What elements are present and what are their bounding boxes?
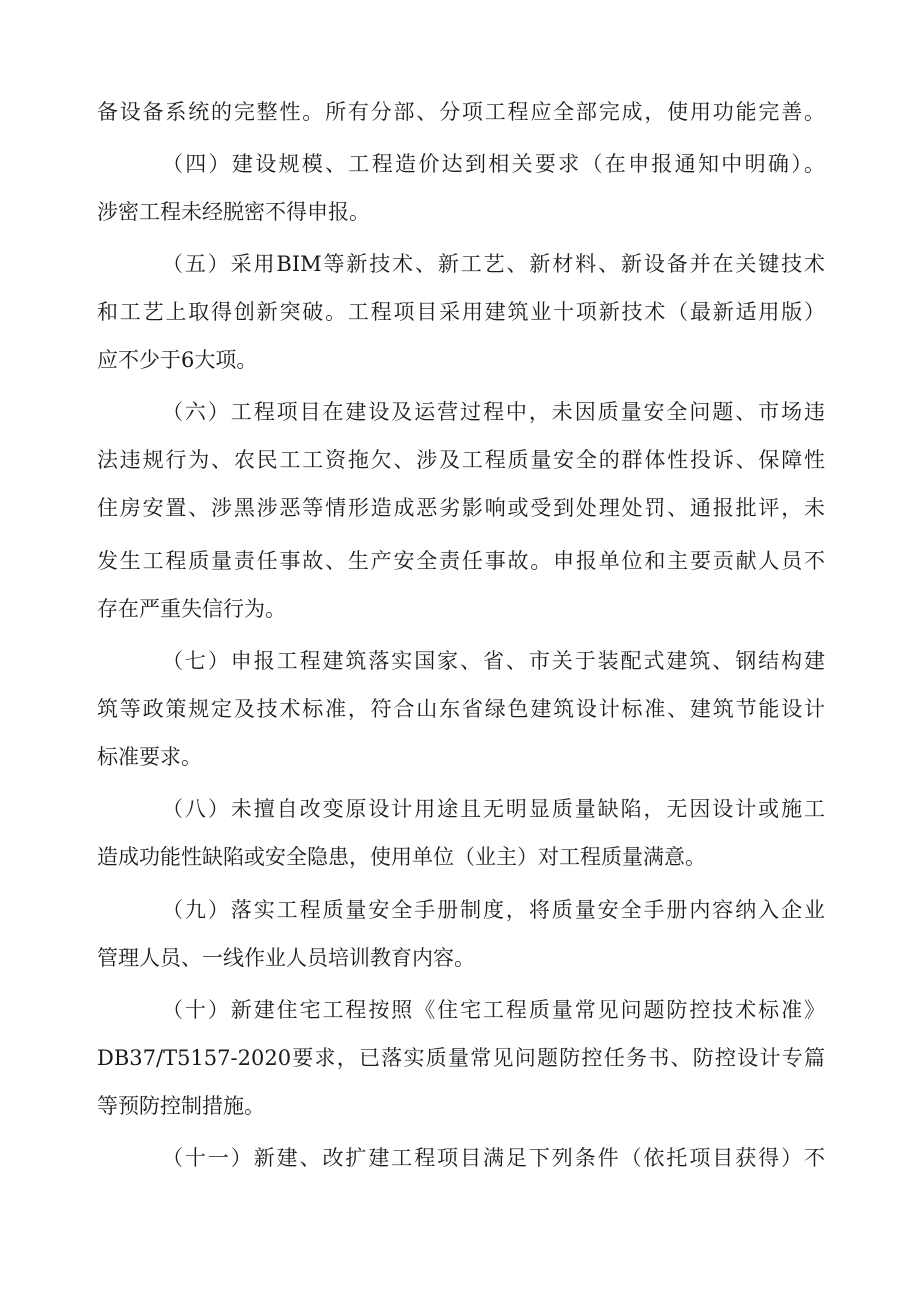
body-text-line: 发生工程质量责任事故、生产安全责任事故。申报单位和主要贡献人员不 [97, 549, 825, 573]
body-text-line: 存在严重失信行为。 [97, 597, 286, 621]
body-text-line: 和工艺上取得创新突破。工程项目采用建筑业十项新技术（最新适用版） [97, 300, 825, 324]
body-text-line: 涉密工程未经脱密不得申报。 [97, 200, 370, 224]
body-text-line: 标准要求。 [97, 745, 202, 769]
clause-7-heading-line: （七）申报工程建筑落实国家、省、市关于装配式建筑、钢结构建 [162, 649, 825, 673]
body-text-line: 等预防控制措施。 [97, 1094, 265, 1118]
body-text-line: 法违规行为、农民工工资拖欠、涉及工程质量安全的群体性投诉、保障性 [97, 448, 825, 472]
clause-8-heading-line: （八）未擅自改变原设计用途且无明显质量缺陷，无因设计或施工 [162, 797, 825, 821]
clause-4-heading-line: （四）建设规模、工程造价达到相关要求（在申报通知中明确）。 [162, 152, 825, 176]
body-text-line: 备设备系统的完整性。所有分部、分项工程应全部完成，使用功能完善。 [97, 100, 825, 124]
body-text-line: 造成功能性缺陷或安全隐患，使用单位（业主）对工程质量满意。 [97, 845, 706, 869]
clause-9-heading-line: （九）落实工程质量安全手册制度，将质量安全手册内容纳入企业 [162, 898, 825, 922]
body-text-line: 管理人员、一线作业人员培训教育内容。 [97, 946, 475, 970]
clause-11-heading-line: （十一）新建、改扩建工程项目满足下列条件（依托项目获得）不 [162, 1146, 825, 1170]
clause-10-heading-line: （十）新建住宅工程按照《住宅工程质量常见问题防控技术标准》 [162, 998, 825, 1022]
body-text-line: 住房安置、涉黑涉恶等情形造成恶劣影响或受到处理处罚、通报批评，未 [97, 496, 825, 520]
body-text-line: 应不少于6大项。 [97, 348, 258, 372]
body-text-line: DB37/T5157-2020要求，已落实质量常见问题防控任务书、防控设计专篇 [97, 1046, 825, 1070]
clause-6-heading-line: （六）工程项目在建设及运营过程中，未因质量安全问题、市场违 [162, 400, 825, 424]
body-text-line: 筑等政策规定及技术标准，符合山东省绿色建筑设计标准、建筑节能设计 [97, 697, 825, 721]
clause-5-heading-line: （五）采用BIM等新技术、新工艺、新材料、新设备并在关键技术 [162, 252, 825, 276]
